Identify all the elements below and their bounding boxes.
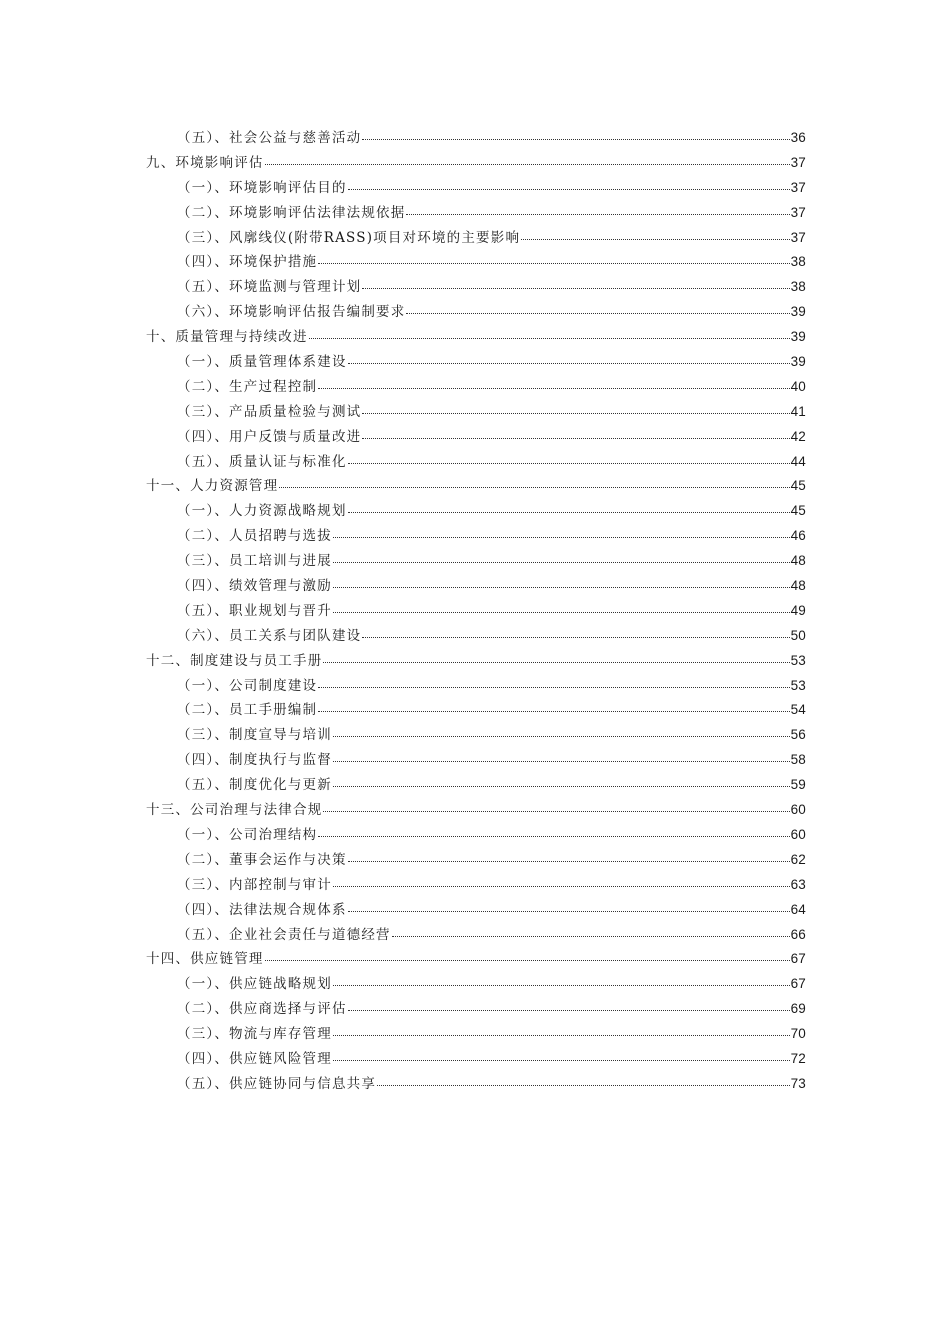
toc-entry-title: （五）、职业规划与晋升 — [177, 602, 332, 619]
toc-entry-page-number: 62 — [790, 851, 806, 867]
toc-section-entry[interactable] — [146, 748, 806, 773]
toc-section-entry[interactable] — [146, 997, 806, 1022]
toc-entry-page-number: 64 — [790, 901, 806, 917]
toc-entry-title: （三）、风廓线仪(附带RASS)项目对环境的主要影响 — [177, 229, 521, 246]
toc-section-entry[interactable] — [146, 176, 806, 201]
toc-section-entry[interactable] — [146, 375, 806, 400]
toc-section-entry[interactable] — [146, 972, 806, 997]
toc-entry-title: 十、质量管理与持续改进 — [146, 329, 308, 346]
toc-section-entry[interactable] — [146, 823, 806, 848]
toc-entry-title: （五）、社会公益与慈善活动 — [177, 130, 362, 146]
toc-entry-page-number: 69 — [790, 1001, 806, 1017]
toc-entry-title: （二）、供应商选择与评估 — [177, 1001, 347, 1018]
toc-section-entry[interactable] — [146, 574, 806, 599]
toc-section-entry[interactable] — [146, 923, 806, 948]
toc-dot-leader — [265, 949, 790, 963]
toc-dot-leader — [333, 1049, 790, 1063]
toc-section-entry[interactable] — [146, 549, 806, 574]
toc-dot-leader — [279, 476, 789, 490]
toc-entry-page-number: 49 — [790, 602, 806, 618]
toc-entry-page-number: 37 — [790, 229, 806, 245]
toc-section-entry[interactable] — [146, 773, 806, 798]
toc-entry-title: （四）、绩效管理与激励 — [177, 578, 332, 595]
toc-entry-page-number: 45 — [790, 503, 806, 519]
toc-dot-leader — [362, 626, 789, 640]
toc-section-entry[interactable] — [146, 1047, 806, 1072]
toc-entry-title: （二）、人员招聘与选拔 — [177, 528, 332, 545]
toc-dot-leader — [333, 725, 790, 739]
toc-entry-title: （五）、环境监测与管理计划 — [177, 279, 362, 296]
toc-entry-page-number: 58 — [790, 752, 806, 768]
toc-entry-title: 十四、供应链管理 — [146, 951, 264, 968]
toc-section-entry[interactable] — [146, 674, 806, 699]
toc-entry-page-number: 60 — [790, 826, 806, 842]
toc-entry-page-number: 40 — [790, 378, 806, 394]
toc-entry-page-number: 53 — [790, 677, 806, 693]
toc-entry-page-number: 50 — [790, 627, 806, 643]
toc-section-entry[interactable] — [146, 400, 806, 425]
toc-entry-title: （四）、制度执行与监督 — [177, 752, 332, 769]
toc-dot-leader — [406, 203, 789, 217]
toc-entry-title: （二）、员工手册编制 — [177, 702, 318, 719]
toc-entry-title: 十二、制度建设与员工手册 — [146, 652, 323, 669]
toc-entry-title: （一）、质量管理体系建设 — [177, 354, 347, 371]
toc-dot-leader — [318, 825, 789, 839]
toc-entry-page-number: 73 — [790, 1075, 806, 1091]
toc-section-entry[interactable] — [146, 226, 806, 251]
toc-dot-leader — [333, 576, 790, 590]
toc-dot-leader — [406, 302, 789, 316]
toc-entry-title: （四）、法律法规合规体系 — [177, 901, 347, 918]
toc-chapter-entry[interactable] — [146, 649, 806, 674]
toc-entry-page-number: 63 — [790, 876, 806, 892]
toc-section-entry[interactable] — [146, 1072, 806, 1097]
toc-dot-leader — [348, 452, 790, 466]
toc-section-entry[interactable] — [146, 250, 806, 275]
toc-entry-page-number: 38 — [790, 279, 806, 295]
toc-dot-leader — [318, 252, 789, 266]
toc-entry-title: （一）、供应链战略规划 — [177, 976, 332, 993]
toc-entry-page-number: 38 — [790, 254, 806, 270]
toc-entry-title: （六）、员工关系与团队建设 — [177, 627, 362, 644]
toc-entry-title: （二）、环境影响评估法律法规依据 — [177, 204, 406, 221]
toc-chapter-entry[interactable] — [146, 798, 806, 823]
toc-entry-page-number: 39 — [790, 354, 806, 370]
toc-dot-leader — [318, 700, 789, 714]
toc-section-entry[interactable] — [146, 275, 806, 300]
toc-section-entry[interactable] — [146, 126, 806, 151]
toc-dot-leader — [392, 925, 790, 939]
toc-dot-leader — [362, 128, 789, 142]
toc-entry-title: （三）、内部控制与审计 — [177, 876, 332, 893]
toc-section-entry[interactable] — [146, 599, 806, 624]
toc-entry-page-number: 46 — [790, 528, 806, 544]
toc-dot-leader — [348, 900, 790, 914]
toc-section-entry[interactable] — [146, 524, 806, 549]
toc-entry-page-number: 54 — [790, 702, 806, 718]
toc-dot-leader — [362, 427, 789, 441]
toc-dot-leader — [309, 327, 790, 341]
toc-entry-title: （三）、制度宣导与培训 — [177, 727, 332, 744]
toc-entry-title: 九、环境影响评估 — [146, 154, 264, 171]
toc-entry-page-number: 37 — [790, 179, 806, 195]
toc-dot-leader — [521, 228, 789, 242]
toc-entry-page-number: 60 — [790, 802, 806, 818]
toc-dot-leader — [362, 402, 789, 416]
toc-entry-page-number: 41 — [790, 403, 806, 419]
toc-entry-title: 十三、公司治理与法律合规 — [146, 802, 323, 819]
toc-dot-leader — [333, 750, 790, 764]
toc-entry-page-number: 39 — [790, 304, 806, 320]
toc-dot-leader — [333, 875, 790, 889]
toc-dot-leader — [265, 153, 790, 167]
toc-entry-title: （一）、公司制度建设 — [177, 677, 318, 694]
toc-dot-leader — [318, 377, 789, 391]
toc-dot-leader — [318, 676, 789, 690]
toc-entry-title: （三）、物流与库存管理 — [177, 1026, 332, 1043]
toc-dot-leader — [333, 974, 790, 988]
toc-entry-title: （二）、董事会运作与决策 — [177, 851, 347, 868]
toc-entry-page-number: 59 — [790, 777, 806, 793]
toc-entry-page-number: 67 — [790, 976, 806, 992]
toc-entry-title: （五）、制度优化与更新 — [177, 777, 332, 794]
toc-entry-page-number: 72 — [790, 1050, 806, 1066]
toc-dot-leader — [333, 526, 790, 540]
toc-entry-page-number: 39 — [790, 329, 806, 345]
toc-dot-leader — [362, 277, 789, 291]
toc-entry-title: （五）、质量认证与标准化 — [177, 453, 347, 470]
toc-section-entry[interactable] — [146, 848, 806, 873]
toc-chapter-entry[interactable] — [146, 474, 806, 499]
toc-entry-page-number: 45 — [790, 478, 806, 494]
toc-entry-title: （四）、供应链风险管理 — [177, 1050, 332, 1067]
toc-entry-page-number: 70 — [790, 1026, 806, 1042]
toc-dot-leader — [323, 800, 789, 814]
toc-entry-title: （六）、环境影响评估报告编制要求 — [177, 304, 406, 321]
toc-entry-page-number: 67 — [790, 951, 806, 967]
toc-entry-page-number: 37 — [790, 204, 806, 220]
toc-entry-title: （五）、企业社会责任与道德经营 — [177, 926, 391, 943]
toc-dot-leader — [348, 501, 790, 515]
toc-section-entry[interactable] — [146, 350, 806, 375]
toc-entry-page-number: 53 — [790, 652, 806, 668]
toc-section-entry[interactable] — [146, 898, 806, 923]
toc-section-entry[interactable] — [146, 300, 806, 325]
toc-dot-leader — [333, 1024, 790, 1038]
toc-entry-page-number: 36 — [790, 130, 806, 145]
toc-entry-title: （一）、公司治理结构 — [177, 826, 318, 843]
toc-entry-title: （一）、人力资源战略规划 — [177, 503, 347, 520]
toc-entry-page-number: 48 — [790, 553, 806, 569]
toc-entry-page-number: 37 — [790, 154, 806, 170]
toc-dot-leader — [377, 1074, 790, 1088]
toc-entry-title: （四）、环境保护措施 — [177, 254, 318, 271]
toc-entry-title: （三）、员工培训与进展 — [177, 553, 332, 570]
toc-dot-leader — [333, 775, 790, 789]
toc-section-entry[interactable] — [146, 201, 806, 226]
toc-entry-title: （二）、生产过程控制 — [177, 378, 318, 395]
toc-section-entry[interactable] — [146, 723, 806, 748]
toc-dot-leader — [333, 551, 790, 565]
toc-section-entry[interactable] — [146, 425, 806, 450]
toc-section-entry[interactable] — [146, 698, 806, 723]
toc-entry-title: 十一、人力资源管理 — [146, 478, 279, 495]
toc-entry-page-number: 56 — [790, 727, 806, 743]
toc-chapter-entry[interactable] — [146, 325, 806, 350]
toc-entry-page-number: 42 — [790, 428, 806, 444]
toc-section-entry[interactable] — [146, 499, 806, 524]
toc-section-entry[interactable] — [146, 624, 806, 649]
toc-entry-title: （一）、环境影响评估目的 — [177, 179, 347, 196]
toc-dot-leader — [333, 601, 790, 615]
toc-entry-title: （五）、供应链协同与信息共享 — [177, 1075, 377, 1092]
toc-chapter-entry[interactable] — [146, 151, 806, 176]
toc-dot-leader — [348, 352, 790, 366]
toc-entry-title: （三）、产品质量检验与测试 — [177, 403, 362, 420]
toc-section-entry[interactable] — [146, 1022, 806, 1047]
toc-dot-leader — [348, 850, 790, 864]
toc-dot-leader — [348, 178, 790, 192]
toc-dot-leader — [323, 651, 789, 665]
toc-chapter-entry[interactable] — [146, 947, 806, 972]
toc-entry-page-number: 48 — [790, 578, 806, 594]
toc-entry-page-number: 44 — [790, 453, 806, 469]
table-of-contents — [146, 126, 806, 1097]
toc-section-entry[interactable] — [146, 873, 806, 898]
toc-dot-leader — [348, 999, 790, 1013]
toc-entry-page-number: 66 — [790, 926, 806, 942]
toc-section-entry[interactable] — [146, 450, 806, 475]
toc-entry-title: （四）、用户反馈与质量改进 — [177, 428, 362, 445]
